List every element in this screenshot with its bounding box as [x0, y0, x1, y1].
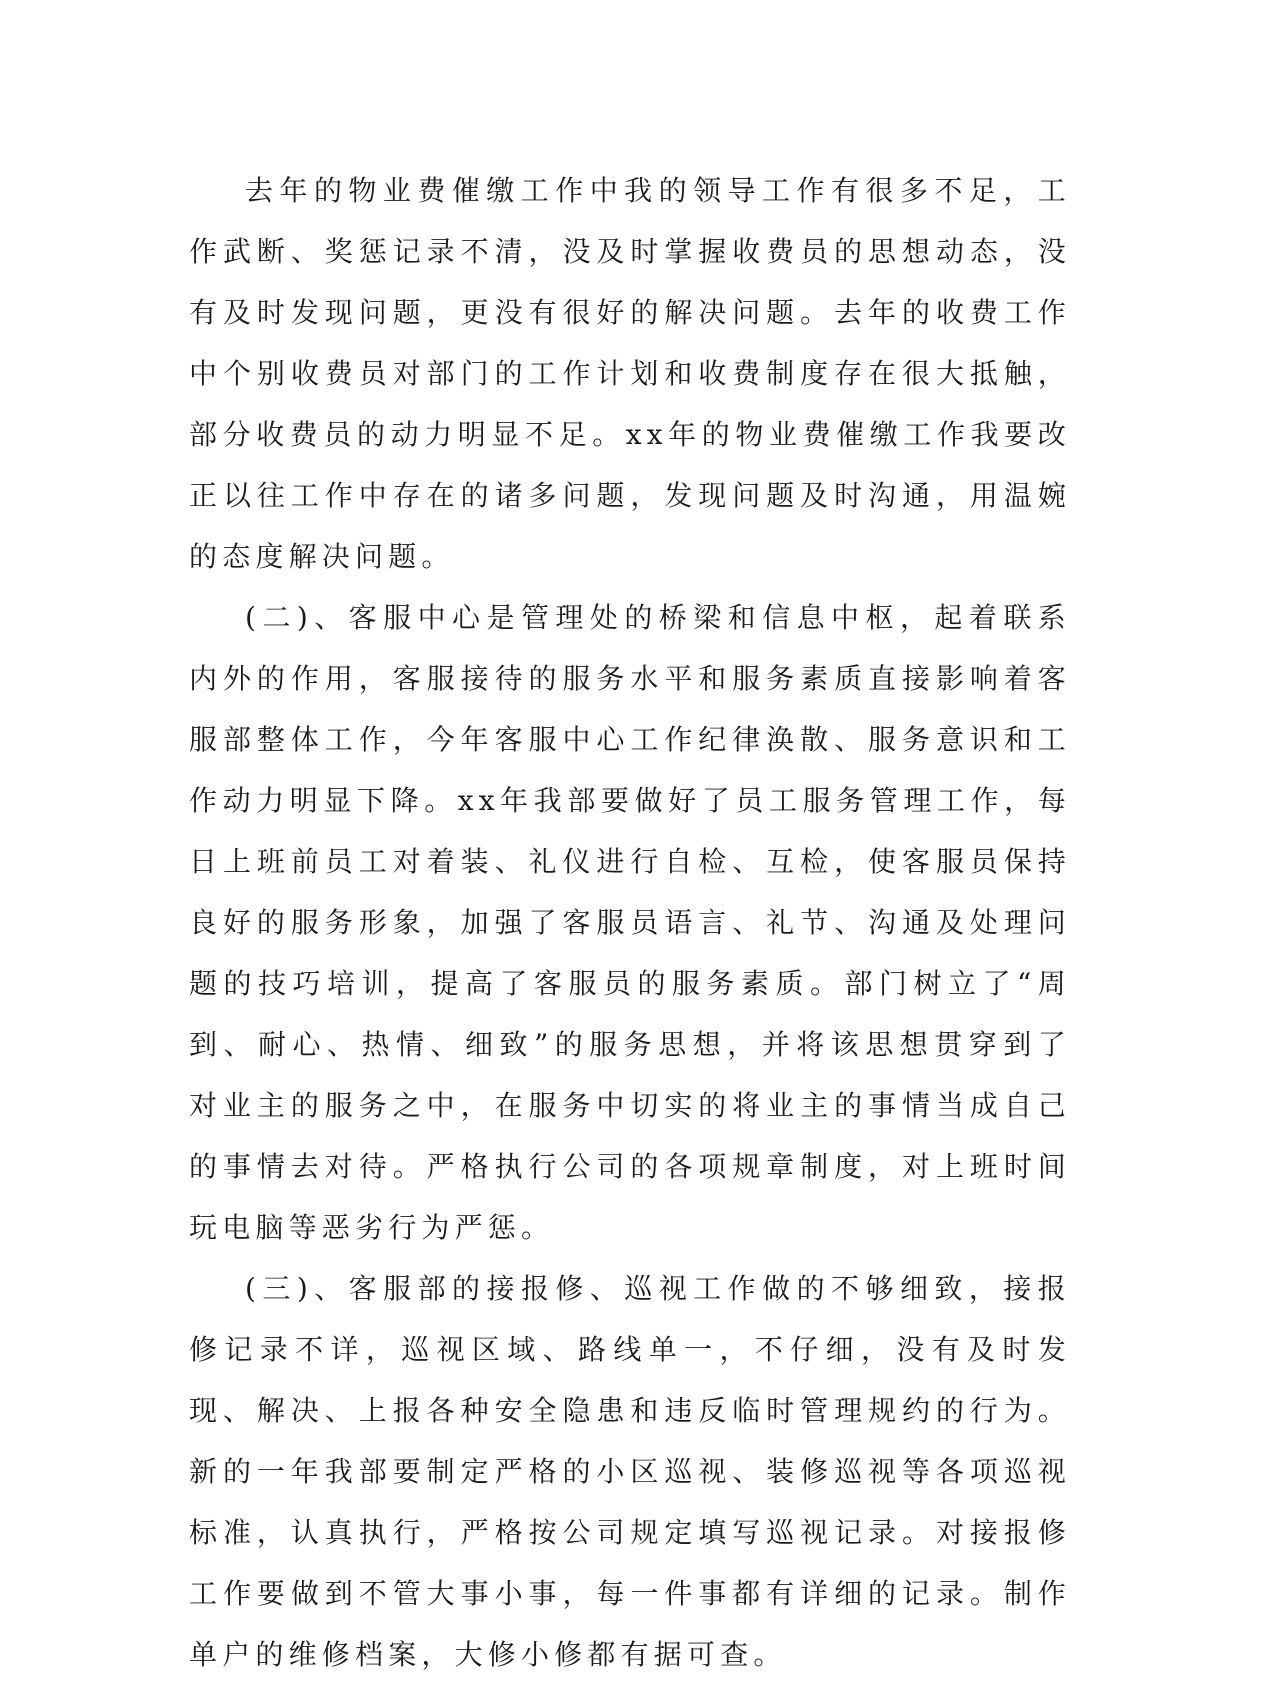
- document-body: [189, 160, 1071, 1685]
- paragraph-fee-collection: 去年的物业费催缴工作中我的领导工作有很多不足，工作武断、奖惩记录不清，没及时掌握收费员的思想动态，没有及时发现问题，更没有很好的解决问题。去年的收费工作中个别收费员对部门的工作计划和收费制度存在很大抵触，部分收费员的动力明显不足。xx年的物业费催缴工作我要改正以往工作中存在的诸多问题，发现问题及时沟通，用温婉的态度解决问题。: [189, 174, 1071, 573]
- paragraph-customer-service-center: (二)、客服中心是管理处的桥梁和信息中枢，起着联系内外的作用，客服接待的服务水平和服务素质直接影响着客服部整体工作，今年客服中心工作纪律涣散、服务意识和工作动力明显下降。xx年我部要做好了员工服务管理工作，每日上班前员工对着装、礼仪进行自检、互检，使客服员保持良好的服务形象，加强了客服员语言、礼节、沟通及处理问题的技巧培训，提高了客服员的服务素质。部门树立了“周到、耐心、热情、细致”的服务思想，并将该思想贯穿到了对业主的服务之中，在服务中切实的将业主的事情当成自己的事情去对待。严格执行公司的各项规章制度，对上班时间玩电脑等恶劣行为严惩。: [189, 601, 1071, 1244]
- paragraph-repair-patrol: (三)、客服部的接报修、巡视工作做的不够细致，接报修记录不详，巡视区域、路线单一，不仔细，没有及时发现、解决、上报各种安全隐患和违反临时管理规约的行为。新的一年我部要制定严格的小区巡视、装修巡视等各项巡视标准，认真执行，严格按公司规定填写巡视记录。对接报修工作要做到不管大事小事，每一件事都有详细的记录。制作单户的维修档案，大修小修都有据可查。: [189, 1272, 1071, 1671]
